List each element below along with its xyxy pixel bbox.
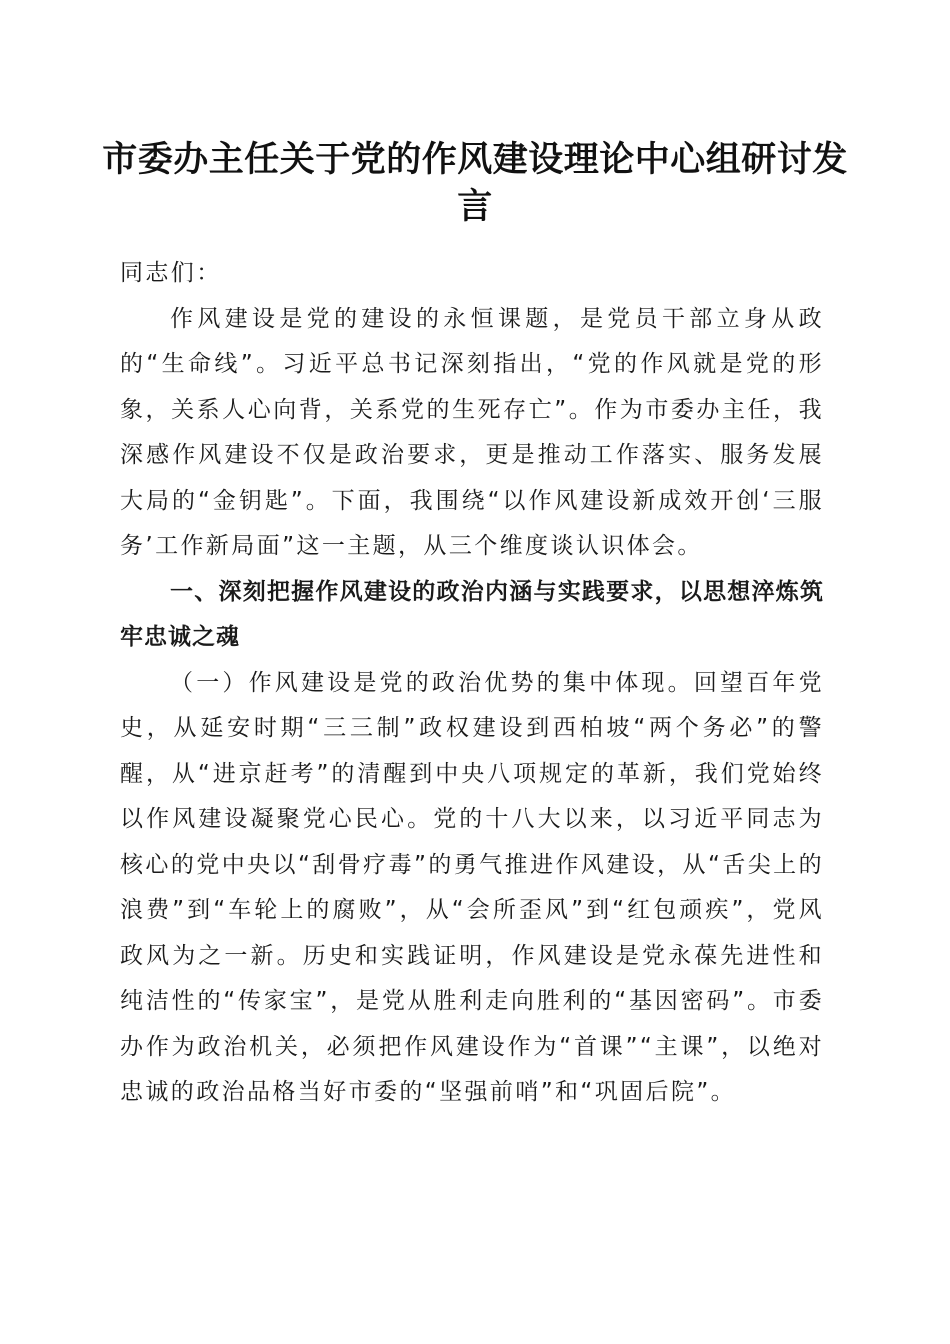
intro-paragraph: 作风建设是党的建设的永恒课题，是党员干部立身从政的“生命线”。习近平总书记深刻指出，“党的作风就是党的形象，关系人心向背，关系党的生死存亡”。作为市委办主任，我深感作风建设不仅是政治要求，更是推动工作落实、服务发展大局的“金钥匙”。下面，我围绕“以作风建设新成效开创‘三服务’工作新局面”这一主题，从三个维度谈认识体会。 (120, 305, 824, 559)
document-body (120, 251, 824, 1116)
document-title: 市委办主任关于党的作风建设理论中心组研讨发言 (102, 139, 848, 227)
salutation: 同志们： (120, 260, 222, 286)
subsection-paragraph-1: （一）作风建设是党的政治优势的集中体现。回望百年党史，从延安时期“三三制”政权建设到西柏坡“两个务必”的警醒，从“进京赶考”的清醒到中央八项规定的革新，我们党始终以作风建设凝聚党心民心。党的十八大以来，以习近平同志为核心的党中央以“刮骨疗毒”的勇气推进作风建设，从“舌尖上的浪费”到“车轮上的腐败”，从“会所歪风”到“红包顽疾”，党风政风为之一新。历史和实践证明，作风建设是党永葆先进性和纯洁性的“传家宝”，是党从胜利走向胜利的“基因密码”。市委办作为政治机关，必须把作风建设作为“首课”“主课”，以绝对忠诚的政治品格当好市委的“坚强前哨”和“巩固后院”。 (120, 669, 824, 1105)
section-heading-1: 一、深刻把握作风建设的政治内涵与实践要求，以思想淬炼筑牢忠诚之魂 (120, 578, 824, 650)
